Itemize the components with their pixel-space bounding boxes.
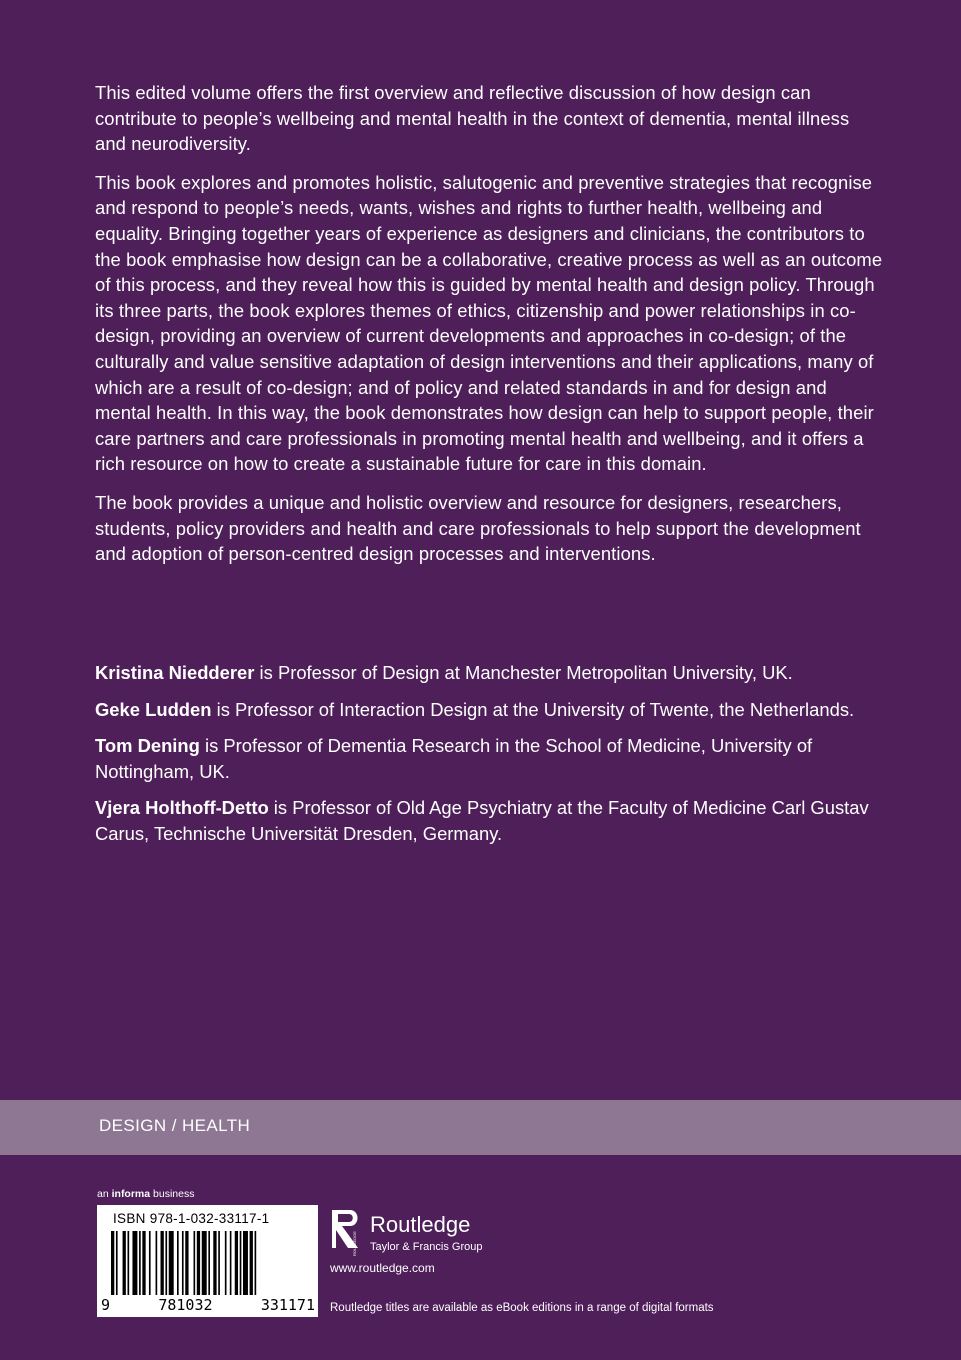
publisher-group: Taylor & Francis Group xyxy=(370,1241,483,1253)
barcode-bar xyxy=(197,1231,200,1295)
editor-description: is Professor of Old Age Psychiatry at the Faculty of Medicine Carl Gustav Carus, Technische Universität Dresden, Germany. xyxy=(95,797,869,844)
barcode-bar xyxy=(169,1231,174,1295)
barcode-bar xyxy=(255,1231,257,1295)
barcode-digit-group: 781032 xyxy=(158,1296,213,1314)
subject-category-band xyxy=(0,1100,961,1155)
barcode-bar xyxy=(213,1231,216,1295)
barcode-bar xyxy=(132,1231,137,1295)
ebook-availability-note: Routledge titles are available as eBook editions in a range of digital formats xyxy=(330,1302,714,1314)
informa-business-line xyxy=(97,1188,194,1200)
barcode-bar xyxy=(243,1231,248,1295)
barcode-bar xyxy=(202,1231,207,1295)
barcode-bar xyxy=(128,1231,130,1295)
barcode-bar xyxy=(218,1231,220,1295)
editor-description: is Professor of Interaction Design at the University of Twente, the Netherlands. xyxy=(211,698,855,720)
editor-bio xyxy=(95,660,885,686)
barcode-bar xyxy=(250,1231,253,1295)
subject-category: DESIGN / HEALTH xyxy=(99,1116,251,1135)
editor-description: is Professor of Design at Manchester Metropolitan University, UK. xyxy=(254,662,793,683)
blurb-paragraph: This edited volume offers the first overview and reflective discussion of how design can contribute to people’s wellbeing and mental health in the context of dementia, mental illness and neurodiversity. xyxy=(95,82,850,155)
editor-bios xyxy=(95,660,885,858)
barcode-bar xyxy=(240,1231,242,1295)
editor-bio xyxy=(95,795,885,846)
editor-bio xyxy=(95,733,885,784)
blurb-paragraph: The book provides a unique and holistic overview and resource for designers, researchers, students, policy providers and health and care professionals to help support the development and adoption of person-centred design processes and interventions. xyxy=(95,491,861,565)
barcode-bar xyxy=(139,1231,141,1295)
barcode-bar xyxy=(111,1231,114,1295)
barcode-bar xyxy=(165,1231,167,1295)
barcode-bar xyxy=(208,1231,210,1295)
editor-name: Kristina Niedderer xyxy=(95,662,255,683)
publisher-name: Routledge xyxy=(370,1212,471,1237)
editor-name: Geke Ludden xyxy=(95,698,212,720)
barcode-bar xyxy=(225,1231,227,1295)
publisher-url: www.routledge.com xyxy=(330,1261,435,1275)
routledge-logo-icon xyxy=(330,1208,362,1260)
back-cover-blurb xyxy=(95,80,885,580)
barcode-bar xyxy=(185,1231,188,1295)
barcode-digit-group: 9 xyxy=(101,1296,111,1314)
barcode-bar xyxy=(161,1231,164,1295)
informa-suffix: business xyxy=(150,1188,195,1200)
barcode-bar xyxy=(194,1231,196,1295)
barcode-bar xyxy=(116,1231,118,1295)
editor-name: Vjera Holthoff-Detto xyxy=(95,797,269,819)
informa-prefix: an xyxy=(97,1188,112,1200)
editor-description: is Professor of Dementia Research in the School of Medicine, University of Nottingham, UK. xyxy=(95,735,813,782)
blurb-paragraph: This book explores and promotes holistic, salutogenic and preventive strategies that recognise and respond to people’s needs, wants, wishes and rights to further health, wellbeing and equality. Bringing together years of experience as designers and clinicians, the contributors to the book emphasise how design can be a collaborative, creative process as well as an outcome of this process, and they reveal how this is guided by mental health and design policy. Through its three parts, the book explores themes of ethics, citizenship and power relationships in co-design, providing an overview of current developments and approaches in co-design; of the culturally and value sensitive adaptation of design interventions and their applications, many of which are a result of co-design; and of policy and related standards in and for design and mental health. In this way, the book demonstrates how design can help to support people, their care partners and care professionals in promoting mental health and wellbeing, and it offers a rich resource on how to create a sustainable future for care in this domain. xyxy=(95,171,883,475)
barcode-digits xyxy=(101,1296,315,1314)
barcode-bar xyxy=(230,1231,232,1295)
barcode-bar xyxy=(177,1231,179,1295)
barcode-bar xyxy=(235,1231,238,1295)
informa-brand: informa xyxy=(111,1188,151,1200)
barcode-bar xyxy=(149,1231,151,1295)
barcode-digit-group: 331171 xyxy=(260,1296,315,1314)
barcode-bar xyxy=(182,1231,184,1295)
barcode-bar xyxy=(156,1231,158,1295)
isbn-label: ISBN 978-1-032-33117-1 xyxy=(113,1211,270,1226)
editor-name: Tom Dening xyxy=(95,735,200,757)
isbn-barcode xyxy=(97,1205,318,1317)
barcode-bar xyxy=(142,1231,145,1295)
barcode-bars xyxy=(105,1231,310,1297)
barcode-bar xyxy=(123,1231,126,1295)
editor-bio xyxy=(95,697,885,723)
logo-vertical-text: ROUTLEDGE xyxy=(352,1231,357,1256)
